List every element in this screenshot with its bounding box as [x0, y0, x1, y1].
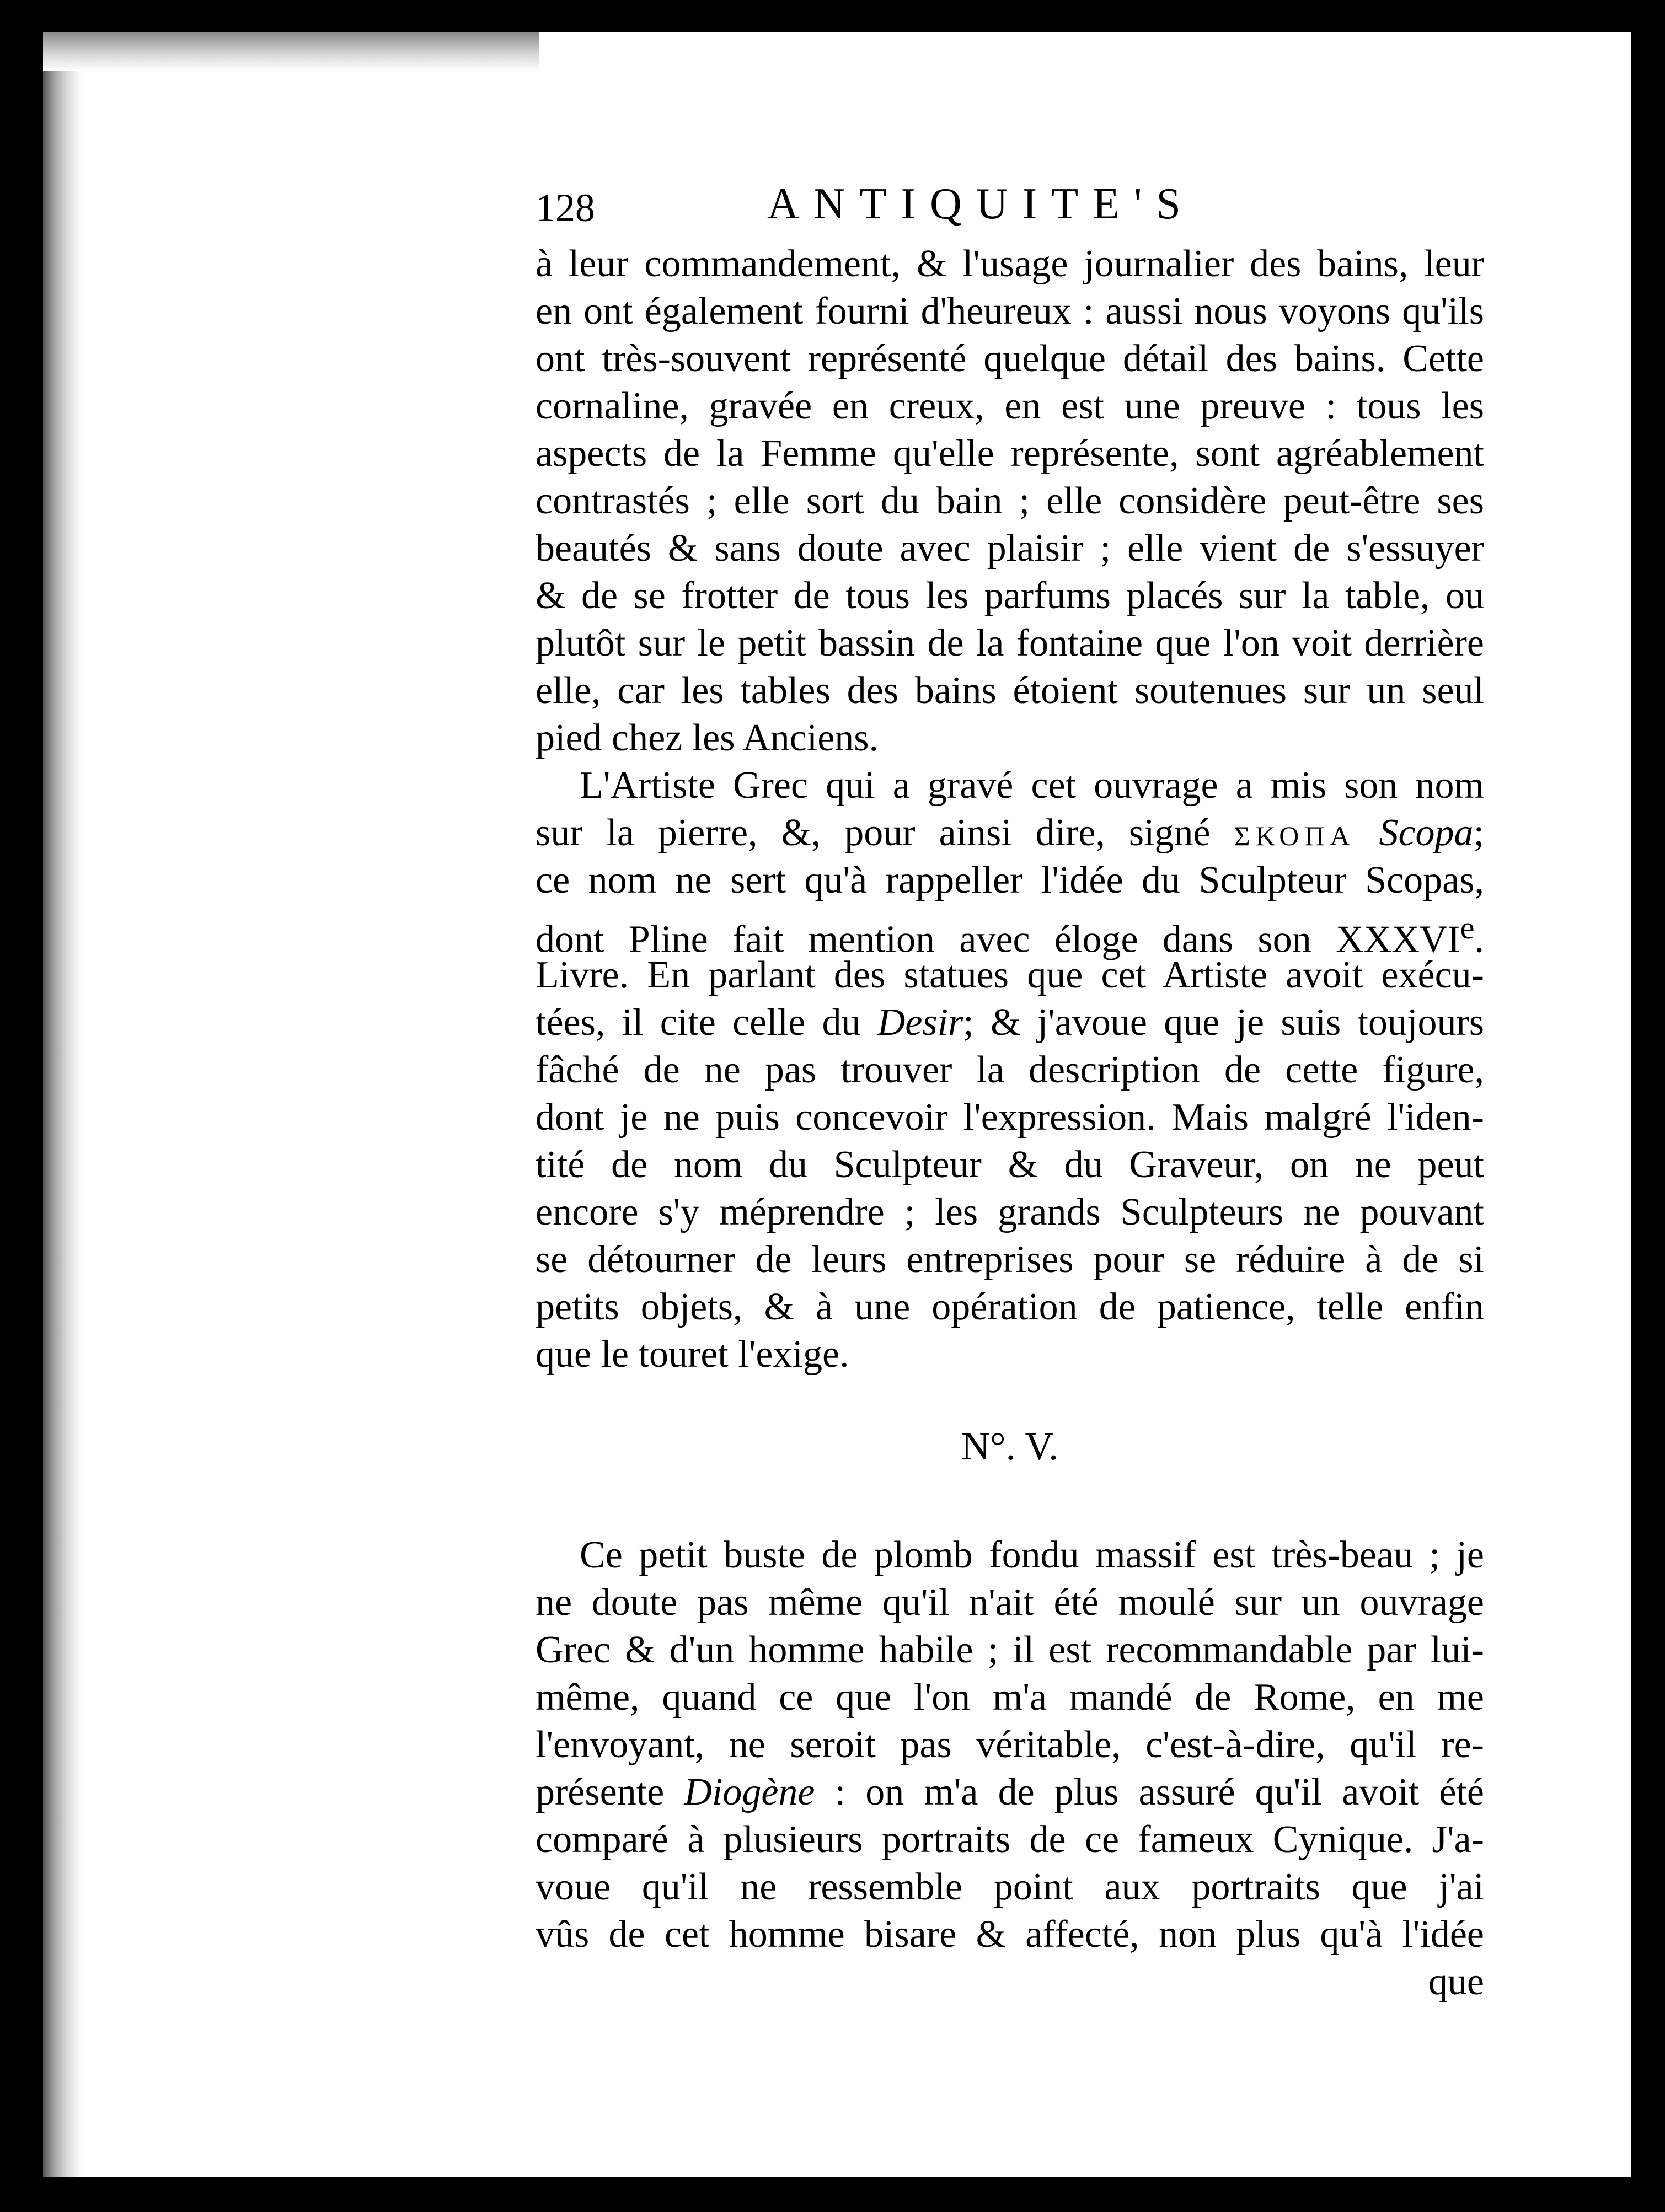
text-line: petits objets, & à une opération de patience, telle enfin: [536, 1286, 1484, 1328]
text-line: beautés & sans doute avec plaisir ; elle vient de s'essuyer: [536, 527, 1484, 570]
text-line: pied chez les Anciens.: [536, 717, 879, 759]
page-edge-shadow-top: [43, 32, 539, 71]
text-span: sur la pierre, &, pour ainsi dire, signé: [536, 812, 1234, 854]
page-number: 128: [536, 186, 595, 230]
paragraph-2: [536, 762, 1484, 1378]
text-line: dont je ne puis concevoir l'expression. Mais malgré l'iden-: [536, 1096, 1484, 1139]
superscript: e: [1460, 910, 1475, 946]
paragraph-1: [536, 240, 1484, 762]
text-line: [536, 904, 1484, 961]
text-line: Ce petit buste de plomb fondu massif est très-beau ; je: [580, 1534, 1484, 1576]
text-span: ;: [1473, 812, 1485, 854]
text-line: [536, 809, 1484, 857]
text-span: tées, il cite celle du: [536, 1001, 877, 1044]
text-line: cornaline, gravée en creux, en est une preuve : tous les: [536, 385, 1484, 427]
text-line: ont très-souvent représenté quelque détail des bains. Cette: [536, 337, 1484, 380]
text-span: présente: [536, 1771, 684, 1813]
text-span: : on m'a de plus assuré qu'il avoit été: [815, 1771, 1484, 1813]
text-line: ne doute pas même qu'il n'ait été moulé sur un ouvrage: [536, 1581, 1484, 1624]
text-span: ; & j'avoue que je suis toujours: [963, 1001, 1484, 1044]
text-line: fâché de ne pas trouver la description de cette figure,: [536, 1049, 1484, 1091]
text-line: en ont également fourni d'heureux : aussi nous voyons qu'ils: [536, 290, 1484, 332]
italic-name: Diogène: [684, 1771, 815, 1813]
text-line: même, quand ce que l'on m'a mandé de Rome, en me: [536, 1676, 1484, 1719]
text-line: comparé à plusieurs portraits de ce fameux Cynique. J'a-: [536, 1818, 1484, 1861]
text-span: dont Pline fait mention avec éloge dans son XXXVI: [536, 918, 1460, 961]
text-line: ce nom ne sert qu'à rappeller l'idée du Sculpteur Scopas,: [536, 859, 1484, 901]
greek-signature: ΣΚΟΠΑ: [1234, 820, 1356, 851]
text-span: .: [1474, 918, 1484, 961]
text-line: se détourner de leurs entreprises pour se réduire à de si: [536, 1238, 1484, 1281]
text-line: l'envoyant, ne seroit pas véritable, c'est-à-dire, qu'il re-: [536, 1724, 1484, 1766]
text-line: Grec & d'un homme habile ; il est recommandable par lui-: [536, 1629, 1484, 1671]
section-heading: N°. V.: [961, 1424, 1059, 1468]
text-line: vûs de cet homme bisare & affecté, non plus qu'à l'idée: [536, 1913, 1484, 1956]
text-line: [536, 999, 1484, 1046]
italic-word: Desir: [877, 1001, 963, 1044]
text-line: encore s'y méprendre ; les grands Sculpteurs ne pouvant: [536, 1191, 1484, 1233]
text-line: [536, 1769, 1484, 1816]
catchword: que: [1428, 1961, 1484, 2003]
text-line: voue qu'il ne ressemble point aux portraits que j'ai: [536, 1866, 1484, 1908]
italic-name: Scopa: [1379, 812, 1474, 854]
running-head: [536, 176, 1484, 237]
text-line: tité de nom du Sculpteur & du Graveur, on ne peut: [536, 1143, 1484, 1186]
page-edge-shadow: [43, 32, 82, 2177]
text-line: aspects de la Femme qu'elle représente, sont agréablement: [536, 432, 1484, 475]
text-line: elle, car les tables des bains étoient soutenues sur un seul: [536, 669, 1484, 712]
running-title: ANTIQUITE'S: [767, 180, 1195, 228]
text-line: Livre. En parlant des statues que cet Artiste avoit exécu-: [536, 954, 1484, 996]
text-line: contrastés ; elle sort du bain ; elle considère peut-être ses: [536, 480, 1484, 522]
text-line: à leur commandement, & l'usage journalier des bains, leur: [536, 243, 1484, 285]
text-line: plutôt sur le petit bassin de la fontaine que l'on voit derrière: [536, 622, 1484, 664]
text-line: & de se frotter de tous les parfums placés sur la table, ou: [536, 575, 1484, 617]
text-line: L'Artiste Grec qui a gravé cet ouvrage a mis son nom: [580, 764, 1484, 807]
book-page: [43, 32, 1631, 2177]
paragraph-3: [536, 1532, 1484, 2006]
text-line: que le touret l'exige.: [536, 1333, 849, 1376]
